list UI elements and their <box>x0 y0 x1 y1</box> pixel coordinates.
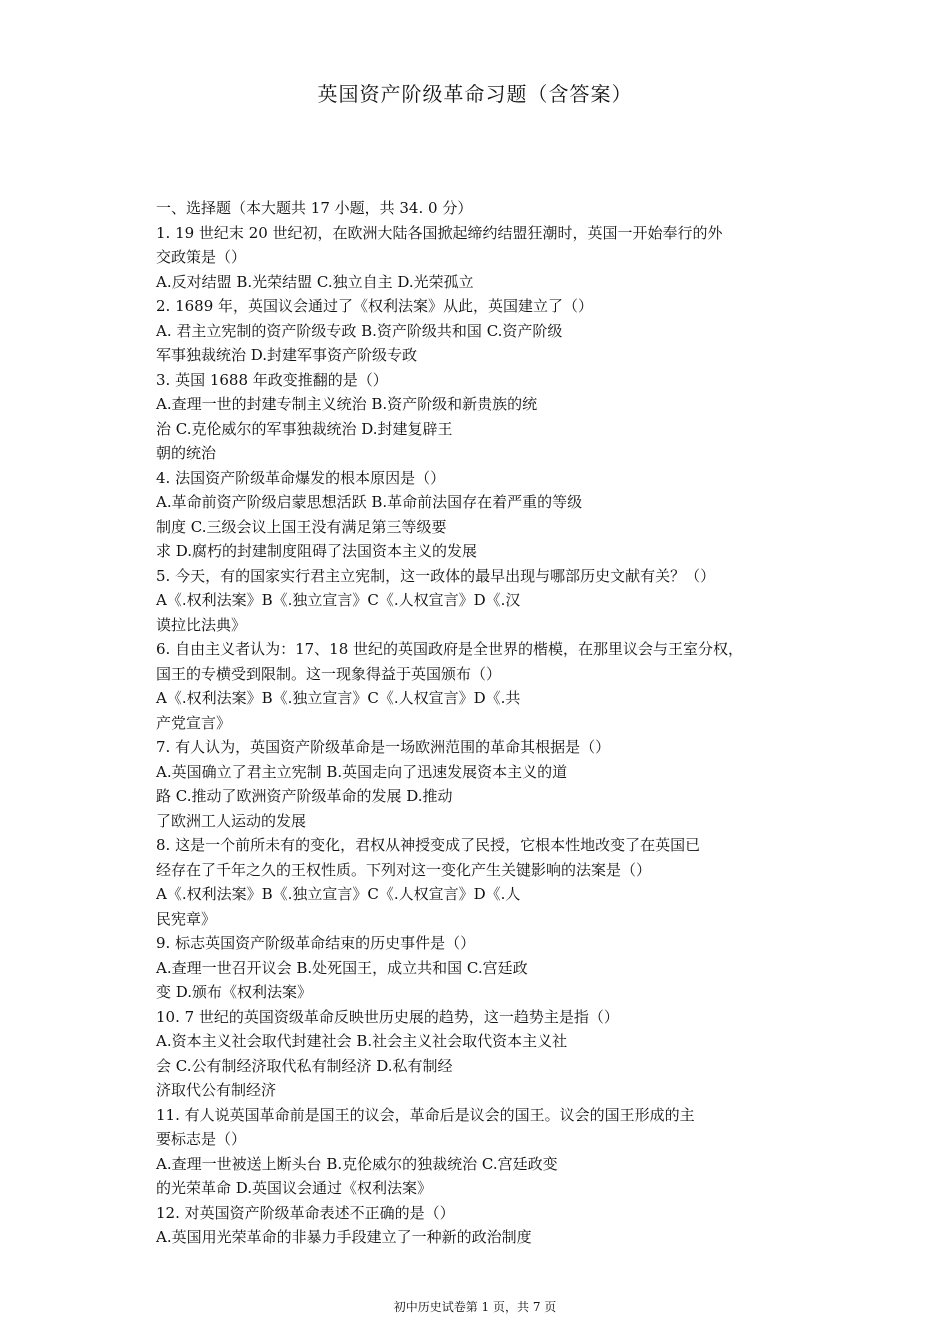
text-line: A《.权利法案》B《.独立宣言》C《.人权宣言》D《.共 <box>156 689 521 707</box>
text-line: A.英国用光荣革命的非暴力手段建立了一种新的政治制度 <box>156 1228 532 1246</box>
question-content <box>156 196 836 1250</box>
text-line: A.英国确立了君主立宪制 B.英国走向了迅速发展资本主义的道 <box>156 762 568 781</box>
text-line: 5. 今天，有的国家实行君主立宪制，这一政体的最早出现与哪部历史文献有关？（） <box>156 566 716 585</box>
text-line: 11. 有人说英国革命前是国王的议会，革命后是议会的国王。议会的国王形成的主 <box>156 1105 695 1124</box>
text-line: A《.权利法案》B《.独立宣言》C《.人权宣言》D《.汉 <box>156 591 521 609</box>
text-line: A.查理一世召开议会 B.处死国王，成立共和国 C.宫廷政 <box>156 958 528 977</box>
text-line: A.资本主义社会取代封建社会 B.社会主义社会取代资本主义社 <box>156 1032 568 1050</box>
text-line: 了欧洲工人运动的发展 <box>156 811 307 830</box>
text-line: 经存在了千年之久的王权性质。下列对这一变化产生关键影响的法案是（） <box>156 860 652 879</box>
page-footer: 初中历史试卷第 1 页，共 7 页 <box>393 1300 557 1314</box>
text-line: 产党宣言》 <box>156 713 232 732</box>
text-line: 谟拉比法典》 <box>156 615 247 634</box>
text-line: 6. 自由主义者认为：17、18 世纪的英国政府是全世界的楷模，在那里议会与王室分权， <box>156 640 744 658</box>
text-line: 交政策是（） <box>156 248 247 266</box>
text-line: 7. 有人认为，英国资产阶级革命是一场欧洲范围的革命其根据是（） <box>156 738 611 756</box>
text-line: 民宪章》 <box>156 909 217 928</box>
text-line: 10. 7 世纪的英国资级革命反映世历史展的趋势，这一趋势主是指（） <box>156 1007 619 1026</box>
text-line: 国王的专横受到限制。这一现象得益于英国颁布（） <box>156 664 502 683</box>
question-lines <box>156 221 836 1250</box>
section-heading: 一、选择题（本大题共 17 小题，共 34. 0 分） <box>156 199 473 217</box>
text-line: A.查理一世被送上断头台 B.克伦威尔的独裁统治 C.宫廷政变 <box>156 1154 558 1173</box>
text-line: 变 D.颁布《权利法案》 <box>156 983 313 1001</box>
text-line: 12. 对英国资产阶级革命表述不正确的是（） <box>156 1203 455 1222</box>
text-line: 2. 1689 年，英国议会通过了《权利法案》从此，英国建立了（） <box>156 297 594 315</box>
text-line: 4. 法国资产阶级革命爆发的根本原因是（） <box>156 468 446 487</box>
text-line: 3. 英国 1688 年政变推翻的是（） <box>156 370 388 389</box>
text-line: 军事独裁统治 D.封建军事资产阶级专政 <box>156 346 418 364</box>
text-line: 1. 19 世纪末 20 世纪初，在欧洲大陆各国掀起缔约结盟狂潮时，英国一开始奉行的外 <box>156 223 723 242</box>
text-line: 制度 C.三级会议上国王没有满足第三等级要 <box>156 517 447 536</box>
text-line: 路 C.推动了欧洲资产阶级革命的发展 D.推动 <box>156 787 453 805</box>
document-title: 英国资产阶级革命习题（含答案） <box>317 82 633 106</box>
text-line: A.查理一世的封建专制主义统治 B.资产阶级和新贵族的统 <box>156 395 538 413</box>
text-line: 的光荣革命 D.英国议会通过《权利法案》 <box>156 1179 433 1197</box>
text-line: A.革命前资产阶级启蒙思想活跃 B.革命前法国存在着严重的等级 <box>156 493 583 511</box>
text-line: A《.权利法案》B《.独立宣言》C《.人权宣言》D《.人 <box>156 885 521 903</box>
text-line: 求 D.腐朽的封建制度阻碍了法国资本主义的发展 <box>156 542 478 560</box>
text-line: A. 君主立宪制的资产阶级专政 B.资产阶级共和国 C.资产阶级 <box>156 321 563 340</box>
text-line: 8. 这是一个前所未有的变化，君权从神授变成了民授，它根本性地改变了在英国已 <box>156 836 701 854</box>
text-line: 济取代公有制经济 <box>156 1081 277 1099</box>
text-line: 要标志是（） <box>156 1130 247 1148</box>
text-line: 朝的统治 <box>156 444 217 462</box>
text-line: 9. 标志英国资产阶级革命结束的历史事件是（） <box>156 934 476 952</box>
text-line: 会 C.公有制经济取代私有制经济 D.私有制经 <box>156 1056 453 1075</box>
text-line: A.反对结盟 B.光荣结盟 C.独立自主 D.光荣孤立 <box>156 272 474 291</box>
text-line: 治 C.克伦威尔的军事独裁统治 D.封建复辟王 <box>156 419 453 438</box>
